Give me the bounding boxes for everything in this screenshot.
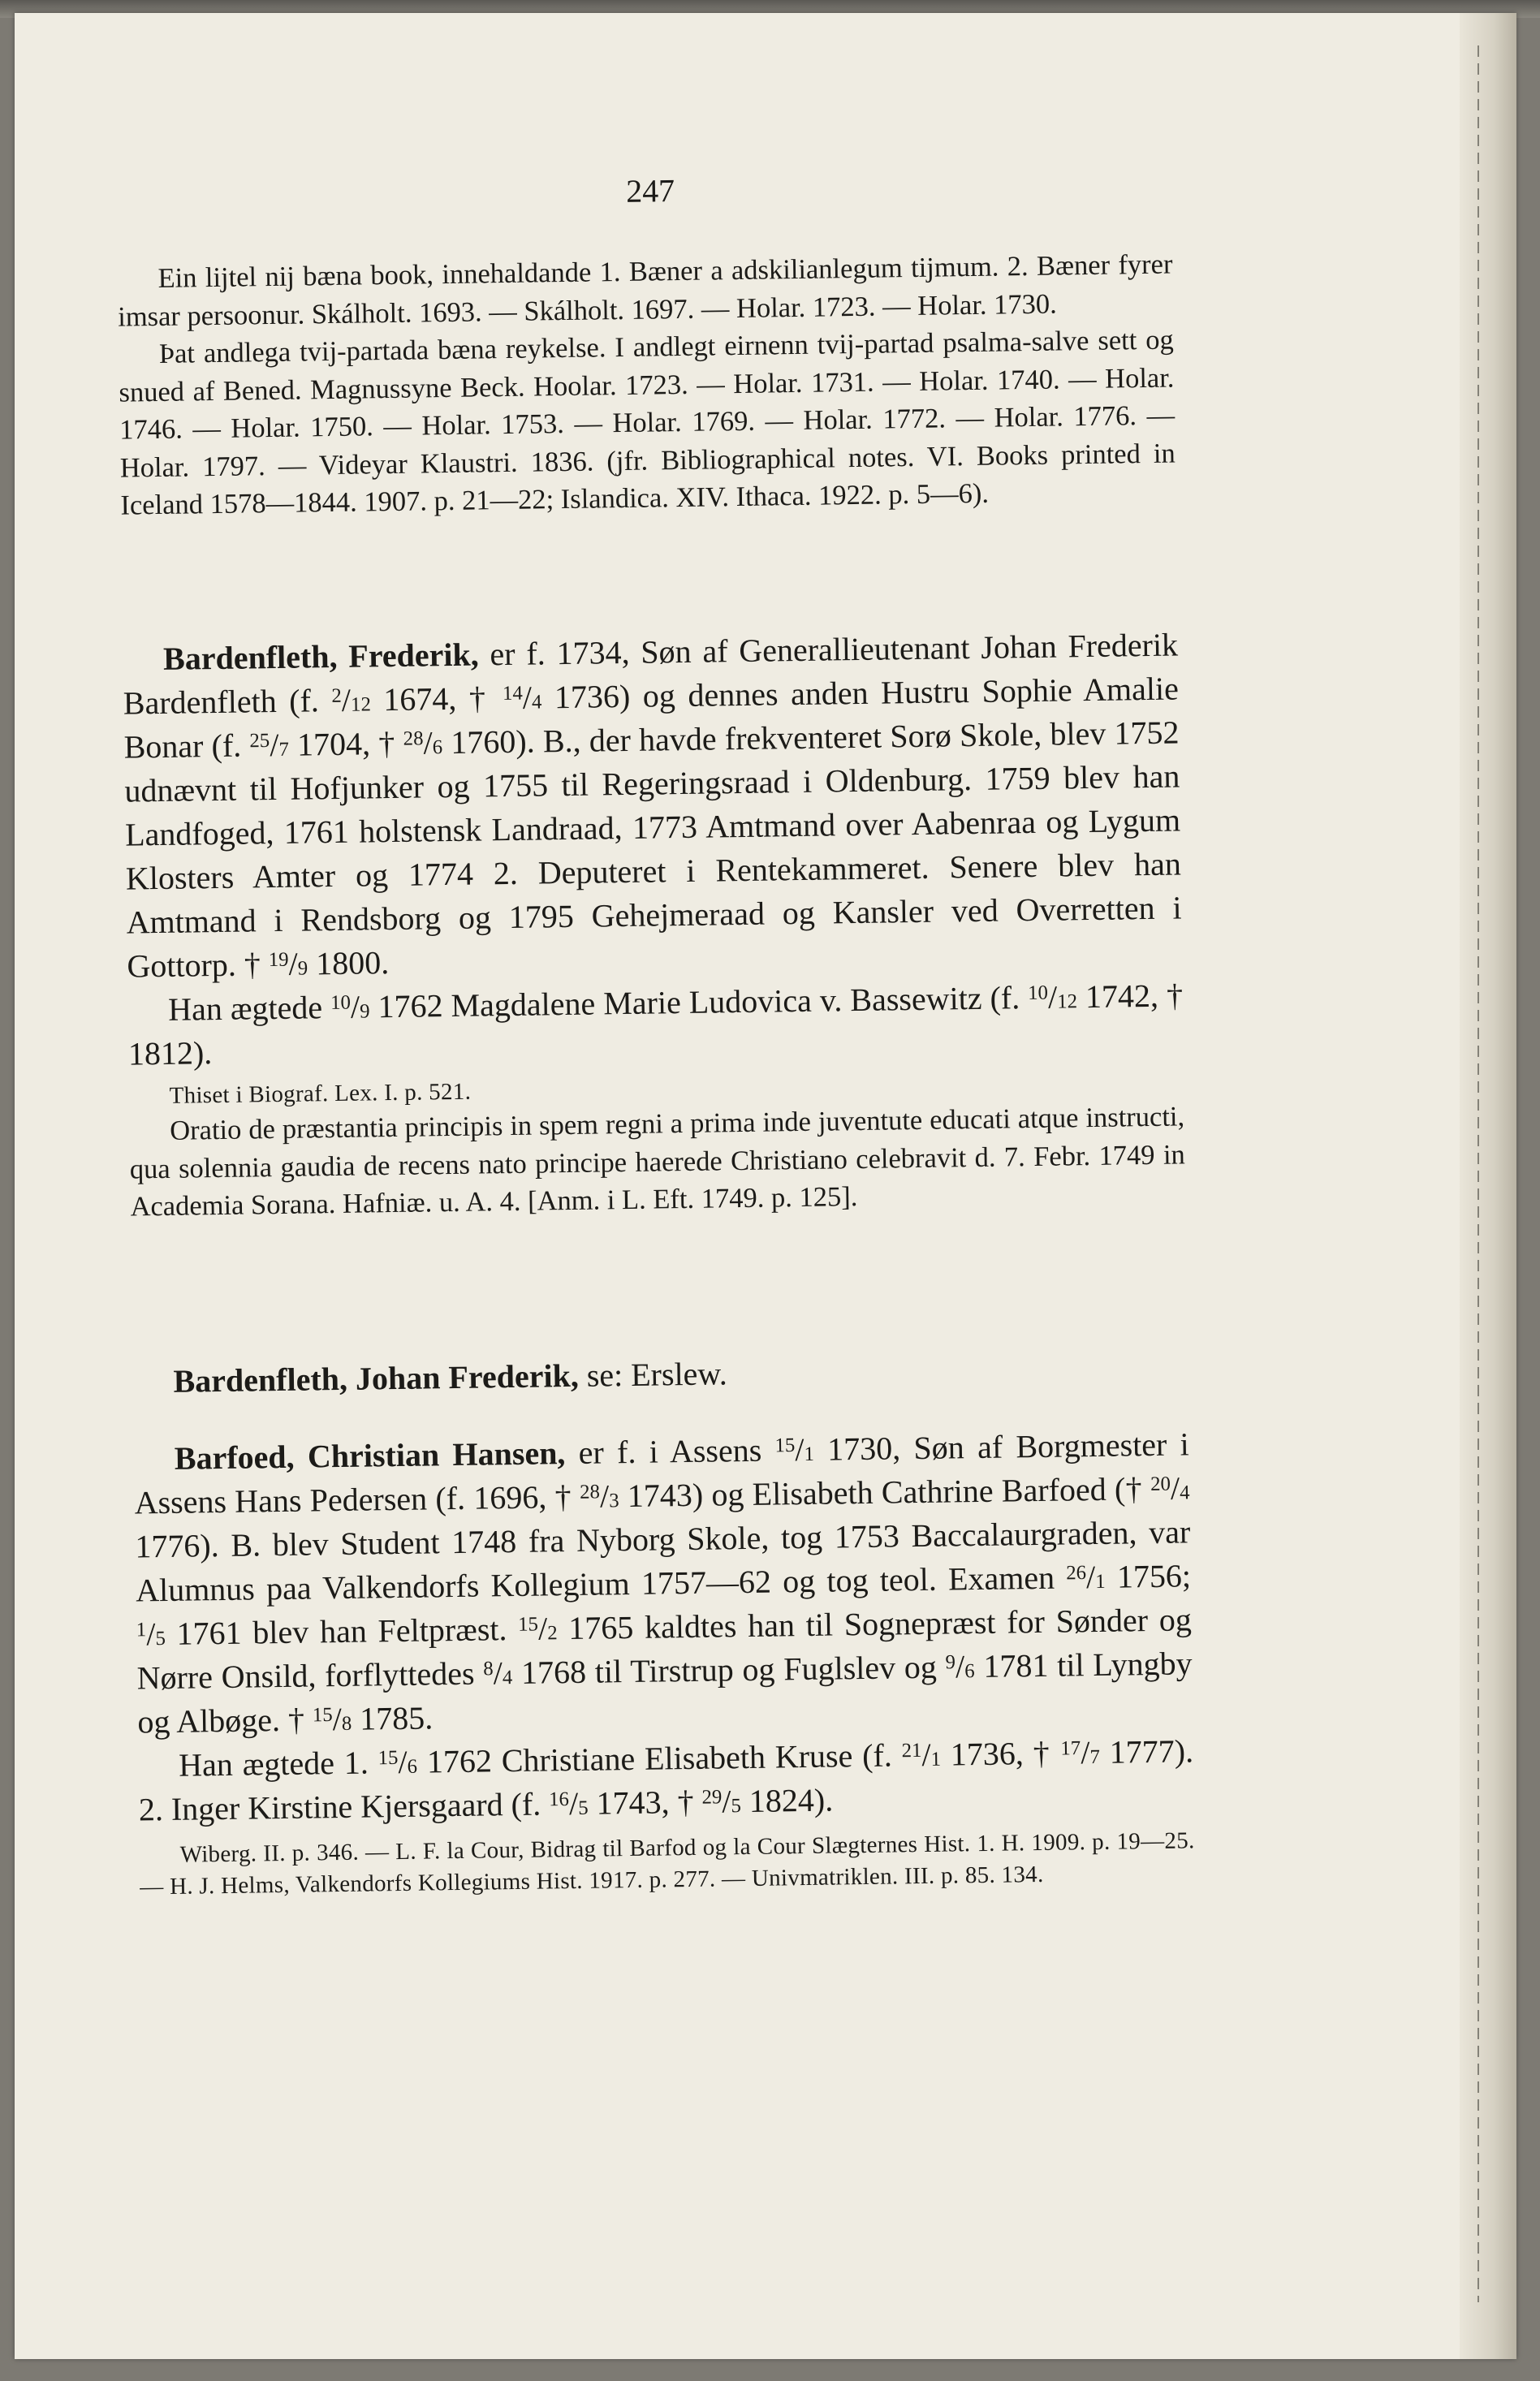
icelandic-book-entry-2: Þat andlega tvij-partada bæna reykelse. I andlegt eirnenn tvij-partad psalma-salve sett og snued af Bened. Magnussyne Beck. Hoolar. 1723. — Holar. 1731. — Holar. 1740. — Holar. 1746. — Holar. 1750. — Holar. 1753. — Holar. 1769. — Holar. 1772. — Holar. 1776. — Holar. 1797. — Videyar Klaustri. 1836. (jfr. Bibliographical notes. VI. Books printed in Iceland 1578—1844. 1907. p. 21—22; Islandica. XIV. Ithaca. 1922. p. 5—6). bbox=[119, 324, 1175, 522]
entry-work: Oratio de præstantia principis in spem regni a prima inde juventute educati atque instructi, qua solennia gaudia de recens nato principe haerede Christiano celebravit d. 7. Febr. 1749 in Academia Sorana. Hafniæ. u. A. 4. [Anm. i L. Eft. 1749. p. 125]. bbox=[129, 1101, 1186, 1223]
icelandic-book-entry-1: Ein lijtel nij bæna book, innehaldande 1. Bæner a adskilianlegum tijmum. 2. Bæner fyrer imsar persoonur. Skálholt. 1693. — Skálholt. 1697. — Holar. 1723. — Holar. 1730. bbox=[117, 248, 1173, 333]
entry-biography: Bardenfleth, Frederik, er f. 1734, Søn af Generallieutenant Johan Frederik Bardenfleth (f. $^2$/12 1674, † $^{14}$/4 1736) og dennes anden Hustru Sophie Amalie Bonar (f. $^{25}$/7 1704, † $^{28}$/6 1760). B., der havde frekventeret Sorø Skole, blev 1752 udnævnt til Hofjunker og 1755 til Regeringsraad i Oldenburg. 1759 blev han Landfoged, 1761 holstensk Landraad, 1773 Amtmand over Aabenraa og Lygum Klosters Amter og 1774 2. Deputeret i Rentekammeret. Senere blev han Amtmand i Rendsborg og 1795 Gehejmeraad og Kansler ved Overretten i Gottorp. † $^{19}$/9 1800. bbox=[123, 626, 1182, 985]
top-block bbox=[117, 246, 1175, 525]
entry-biography: Barfoed, Christian Hansen, er f. i Assens $^{15}$/1 1730, Søn af Borgmester i Assens Hans Pedersen (f. 1696, † $^{28}$/3 1743) og Elisabeth Cathrine Barfoed († $^{20}$/4 1776). B. blev Student 1748 fra Nyborg Skole, tog 1753 Baccalaurgraden, var Alumnus paa Valkendorfs Kollegium 1757—62 og tog teol. Examen $^{26}$/1 1756; $^1$/5 1761 blev han Feltpræst. $^{15}$/2 1765 kaldtes han til Sognepræst for Sønder og Nørre Onsild, forflyttedes $^8$/4 1768 til Tirstrup og Fuglslev og $^9$/6 1781 til Lyngby og Albøge. † $^{15}$/8 1785. bbox=[134, 1426, 1193, 1740]
entry-name: Bardenfleth, Johan Frederik, bbox=[173, 1357, 580, 1400]
entry-marriage: Han ægtede 1. $^{15}$/6 1762 Christiane Elisabeth Kruse (f. $^{21}$/1 1736, † $^{17}$/7 1777). 2. Inger Kirstine Kjersgaard (f. $^{16}$/5 1743, † $^{29}$/5 1824). bbox=[138, 1732, 1194, 1828]
book-page bbox=[15, 13, 1516, 2359]
entry-name: Barfoed, Christian Hansen, bbox=[174, 1434, 566, 1477]
entry-source: Thiset i Biograf. Lex. I. p. 521. bbox=[169, 1078, 472, 1109]
entry-sources: Wiberg. II. p. 346. — L. F. la Cour, Bidrag til Barfod og la Cour Slægternes Hist. 1. H. 1909. p. 19—25. — H. J. Helms, Valkendorfs Kollegiums Hist. 1917. p. 277. — Univmatriklen. III. p. 85. 134. bbox=[140, 1827, 1195, 1900]
entry-bardenfleth-frederik bbox=[123, 623, 1186, 1226]
page-edge bbox=[1460, 13, 1516, 2359]
entry-name: Bardenfleth, Frederik, bbox=[162, 636, 479, 677]
cross-reference: se: Erslew. bbox=[578, 1355, 727, 1394]
entry-marriage: Han ægtede $^{10}$/9 1762 Magdalene Marie Ludovica v. Bassewitz (f. $^{10}$/12 1742, † 1812). bbox=[127, 977, 1184, 1072]
entry-bardenfleth-johan bbox=[132, 1345, 1188, 1404]
page-number: 247 bbox=[625, 172, 675, 209]
entry-barfoed-christian bbox=[134, 1422, 1196, 1903]
